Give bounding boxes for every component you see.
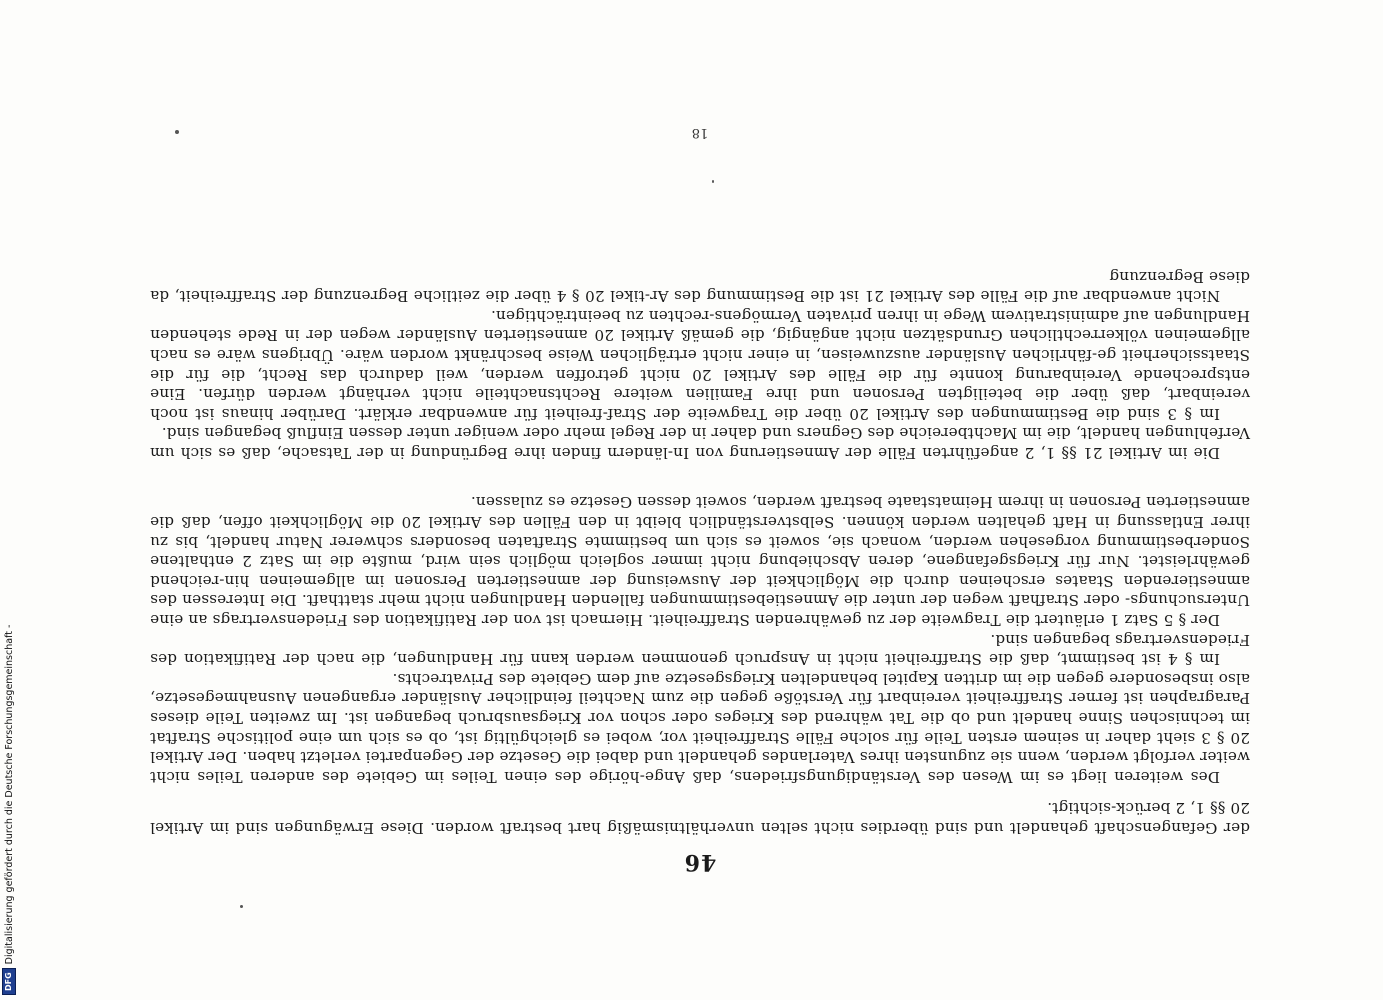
paragraph: Des weiteren liegt es im Wesen des Verständigungsfriedens, daß Ange-hörige des einen Teiles im Gebiete des anderen Teiles nicht weiter verfolgt werden, wenn sie zugunsten ihres Vaterlandes gehandelt und dabei die Gesetze der Gegenpartei verletzt haben. Der Artikel 20 § 3 sieht daher in seinem ersten Teile für solche Fälle Straffreiheit vor, wobei es gleichgültig ist, ob es sich um eine politische Straftat im technischen Sinne handelt und ob die Tat während des Krieges oder schon vor Kriegsausbruch begangen ist. Im zweiten Teile dieses Paragraphen ist ferner Straffreiheit vereinbart für Verstöße gegen die zum Nachteil feindlicher Ausländer ergangenen Ausnahmegesetze, also insbesondere gegen die im dritten Kapitel behandelten Kriegsgesetze auf dem Gebiete des Privatrechts. bbox=[150, 669, 1250, 786]
paragraph: Im § 4 ist bestimmt, daß die Straffreiheit nicht in Anspruch genommen werden kann für Handlungen, die nach der Ratifikation des Friedensvertrags begangen sind. bbox=[150, 630, 1250, 669]
signature-mark: 18 bbox=[691, 125, 709, 140]
paragraph: Der § 5 Satz 1 erläutert die Tragweite der zu gewährenden Straffreiheit. Hiernach ist von der Ratifikation des Friedensvertrags an eine Untersuchungs- oder Strafhaft wegen der unter die Amnestiebestimmungen fallenden Handlungen nicht mehr statthaft. Die Interessen des amnestierenden Staates erscheinen durch die Möglichkeit der Ausweisung der amnestierten Personen im allgemeinen hin-reichend gewährleistet. Nur für Kriegsgefangene, deren Abschiebung nicht immer sogleich möglich sein wird, mußte die im Satz 2 enthaltene Sonderbestimmung vorgesehen werden, wonach sie, soweit es sich um bestimmte Straftaten besonders schwerer Natur handelt, bis zu ihrer Entlassung in Haft gehalten werden können. Selbstverständlich bleibt in den Fällen des Artikel 20 die Möglichkeit offen, daß die amnestierten Personen in ihrem Heimatstaate bestraft werden, soweit dessen Gesetze es zulassen. bbox=[150, 493, 1250, 630]
digitization-credit bbox=[2, 625, 16, 995]
paragraph: der Gefangenschaft gehandelt und sind überdies nicht selten unverhältnismäßig hart bestraft worden. Diese Erwägungen sind im Artikel 20 §§ 1, 2 berück-sichtigt. bbox=[150, 799, 1250, 837]
digitization-credit-text: Digitalisierung gefördert durch die Deutsche Forschungsgemeinschaft - bbox=[3, 624, 15, 965]
paragraph: Nicht anwendbar auf die Fälle des Artikel 21 ist die Bestimmung des Ar-tikel 20 § 4 über die zeitliche Begrenzung der Straffreiheit, da diese Begrenzung bbox=[150, 267, 1250, 306]
paragraph: Die im Artikel 21 §§ 1, 2 angeführten Fälle der Amnestierung von In-ländern finden ihre Begründung in der Tatsache, daß es sich um Verfehlungen handelt, die im Machtbereiche des Gegners und daher in der Regel mehr oder weniger unter dessen Einfluß begangen sind. bbox=[150, 424, 1250, 462]
text-column bbox=[150, 266, 1250, 837]
scan-speck bbox=[240, 905, 243, 908]
scan-speck bbox=[175, 130, 179, 134]
dfg-logo-icon: DFG bbox=[2, 968, 16, 995]
page-number: 46 bbox=[683, 849, 717, 875]
paragraph: Im § 3 sind die Bestimmungen des Artikel 20 über die Tragweite der Straf-freiheit für anwendbar erklärt. Darüber hinaus ist noch vereinbart, daß über die beteiligten Personen und ihre Familien weitere Rechtsnachteile nicht verhängt werden dürfen. Eine entsprechende Vereinbarung konnte für die Fälle des Artikel 20 nicht getroffen werden, weil dadurch das Recht, die für die Staatssicherheit ge-fährlichen Ausländer auszuweisen, in einer nicht erträglichen Weise beschränkt worden wäre. Übrigens wäre es nach allgemeinen völkerrechtlichen Grundsätzen nicht angängig, die gemäß Artikel 20 amnestierten Ausländer wegen der in Rede stehenden Handlungen auf administrativem Wege in ihren privaten Vermögens-rechten zu beeinträchtigen. bbox=[150, 306, 1250, 423]
document-page bbox=[150, 125, 1250, 875]
